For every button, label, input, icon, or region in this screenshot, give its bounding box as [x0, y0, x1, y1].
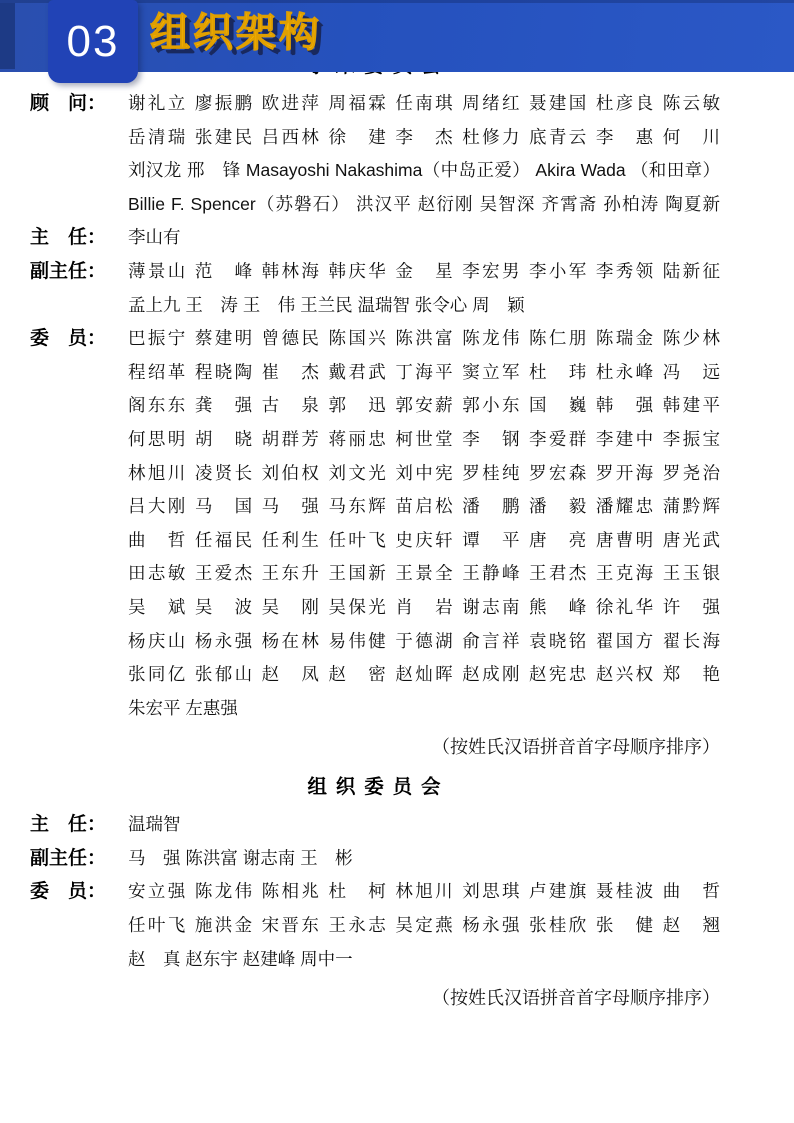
group-label: 主 任： [30, 814, 107, 836]
sort-note: （按姓氏汉语拼音首字母顺序排序） [432, 737, 720, 758]
group-name-lines [128, 808, 720, 842]
name-line: 安立强 陈龙伟 陈相兆 杜 柯 林旭川 刘思琪 卢建旗 聂桂波 曲 哲 [128, 881, 720, 902]
committee-group [30, 808, 720, 842]
group-name-lines [128, 221, 720, 255]
name-line: 朱宏平 左惠强 [128, 697, 238, 718]
header-left-strip [0, 3, 15, 69]
committee-group [30, 322, 720, 725]
name-line: 吕大刚 马 国 马 强 马东辉 苗启松 潘 鹏 潘 毅 潘耀忠 蒲黔辉 [128, 496, 720, 517]
committee-group [30, 875, 720, 976]
group-name-lines [128, 87, 720, 221]
group-name-lines [128, 875, 720, 976]
committee-title: 组 织 委 员 会 [307, 777, 443, 799]
name-line: 马 强 陈洪富 谢志南 王 彬 [128, 847, 353, 868]
committee-group [30, 842, 720, 876]
committees-body [0, 50, 794, 1012]
name-line: 阁东东 龚 强 古 泉 郭 迅 郭安薪 郭小东 国 巍 韩 强 韩建平 [128, 395, 720, 416]
group-label: 副主任： [30, 847, 107, 869]
group-name-lines [128, 322, 720, 725]
name-line: 吴 斌 吴 波 吴 刚 吴保光 肖 岩 谢志南 熊 峰 徐礼华 许 强 [128, 596, 720, 617]
name-line: Billie F. Spencer（苏磐石） 洪汉平 赵衍刚 吴智深 齐霄斋 孙柏涛 陶夏新 [128, 193, 720, 214]
section-number-badge [48, 0, 138, 83]
name-line: 杨庆山 杨永强 杨在林 易伟健 于德湖 俞言祥 袁晓铭 翟国方 翟长海 [128, 630, 720, 651]
committee-section [30, 771, 720, 1012]
name-line: 孟上九 王 涛 王 伟 王兰民 温瑞智 张令心 周 颖 [128, 294, 525, 315]
name-line: 曲 哲 任福民 任利生 任叶飞 史庆轩 谭 平 唐 亮 唐曹明 唐光武 [128, 529, 720, 550]
group-label: 副主任： [30, 260, 107, 282]
name-line: 程绍革 程晓陶 崔 杰 戴君武 丁海平 窦立军 杜 玮 杜永峰 冯 远 [128, 361, 720, 382]
name-line: 田志敏 王爱杰 王东升 王国新 王景全 王静峰 王君杰 王克海 王玉银 [128, 563, 720, 584]
sort-note: （按姓氏汉语拼音首字母顺序排序） [432, 988, 720, 1009]
name-line: 林旭川 凌贤长 刘伯权 刘文光 刘中宪 罗桂纯 罗宏森 罗开海 罗尧治 [128, 462, 720, 483]
group-name-lines [128, 255, 720, 322]
group-label: 委 员： [30, 328, 107, 350]
name-line: 赵 真 赵东宇 赵建峰 周中一 [128, 948, 353, 969]
section-title: 组织架构 [150, 11, 322, 55]
name-line: 李山有 [128, 227, 181, 248]
committee-group [30, 87, 720, 221]
name-line: 谢礼立 廖振鹏 欧进萍 周福霖 任南琪 周绪红 聂建国 杜彦良 陈云敏 [128, 93, 720, 113]
name-line: 温瑞智 [128, 814, 181, 835]
group-name-lines [128, 842, 720, 876]
name-line: 张同亿 张郁山 赵 凤 赵 密 赵灿晖 赵成刚 赵宪忠 赵兴权 郑 艳 [128, 664, 720, 685]
section-number: 03 [66, 16, 120, 66]
group-label: 主 任： [30, 227, 107, 249]
committee-section [30, 50, 720, 761]
name-line: 何思明 胡 晓 胡群芳 蒋丽忠 柯世堂 李 钢 李爱群 李建中 李振宝 [128, 428, 720, 449]
name-line: 薄景山 范 峰 韩林海 韩庆华 金 星 李宏男 李小军 李秀领 陆新征 [128, 260, 720, 281]
name-line: 刘汉龙 邢 锋 Masayoshi Nakashima（中岛正爱） Akira Wada （和田章） [128, 160, 720, 181]
name-line: 任叶飞 施洪金 宋晋东 王永志 吴定燕 杨永强 张桂欣 张 健 赵 翘 [128, 915, 720, 936]
name-line: 岳清瑞 张建民 吕西林 徐 建 李 杰 杜修力 底青云 李 惠 何 川 [128, 126, 720, 147]
group-label: 顾 问： [30, 93, 107, 114]
committee-group [30, 255, 720, 322]
group-label: 委 员： [30, 881, 107, 903]
section-header-band [0, 0, 794, 72]
name-line: 巴振宁 蔡建明 曾德民 陈国兴 陈洪富 陈龙伟 陈仁朋 陈瑞金 陈少林 [128, 328, 720, 349]
committee-group [30, 221, 720, 255]
